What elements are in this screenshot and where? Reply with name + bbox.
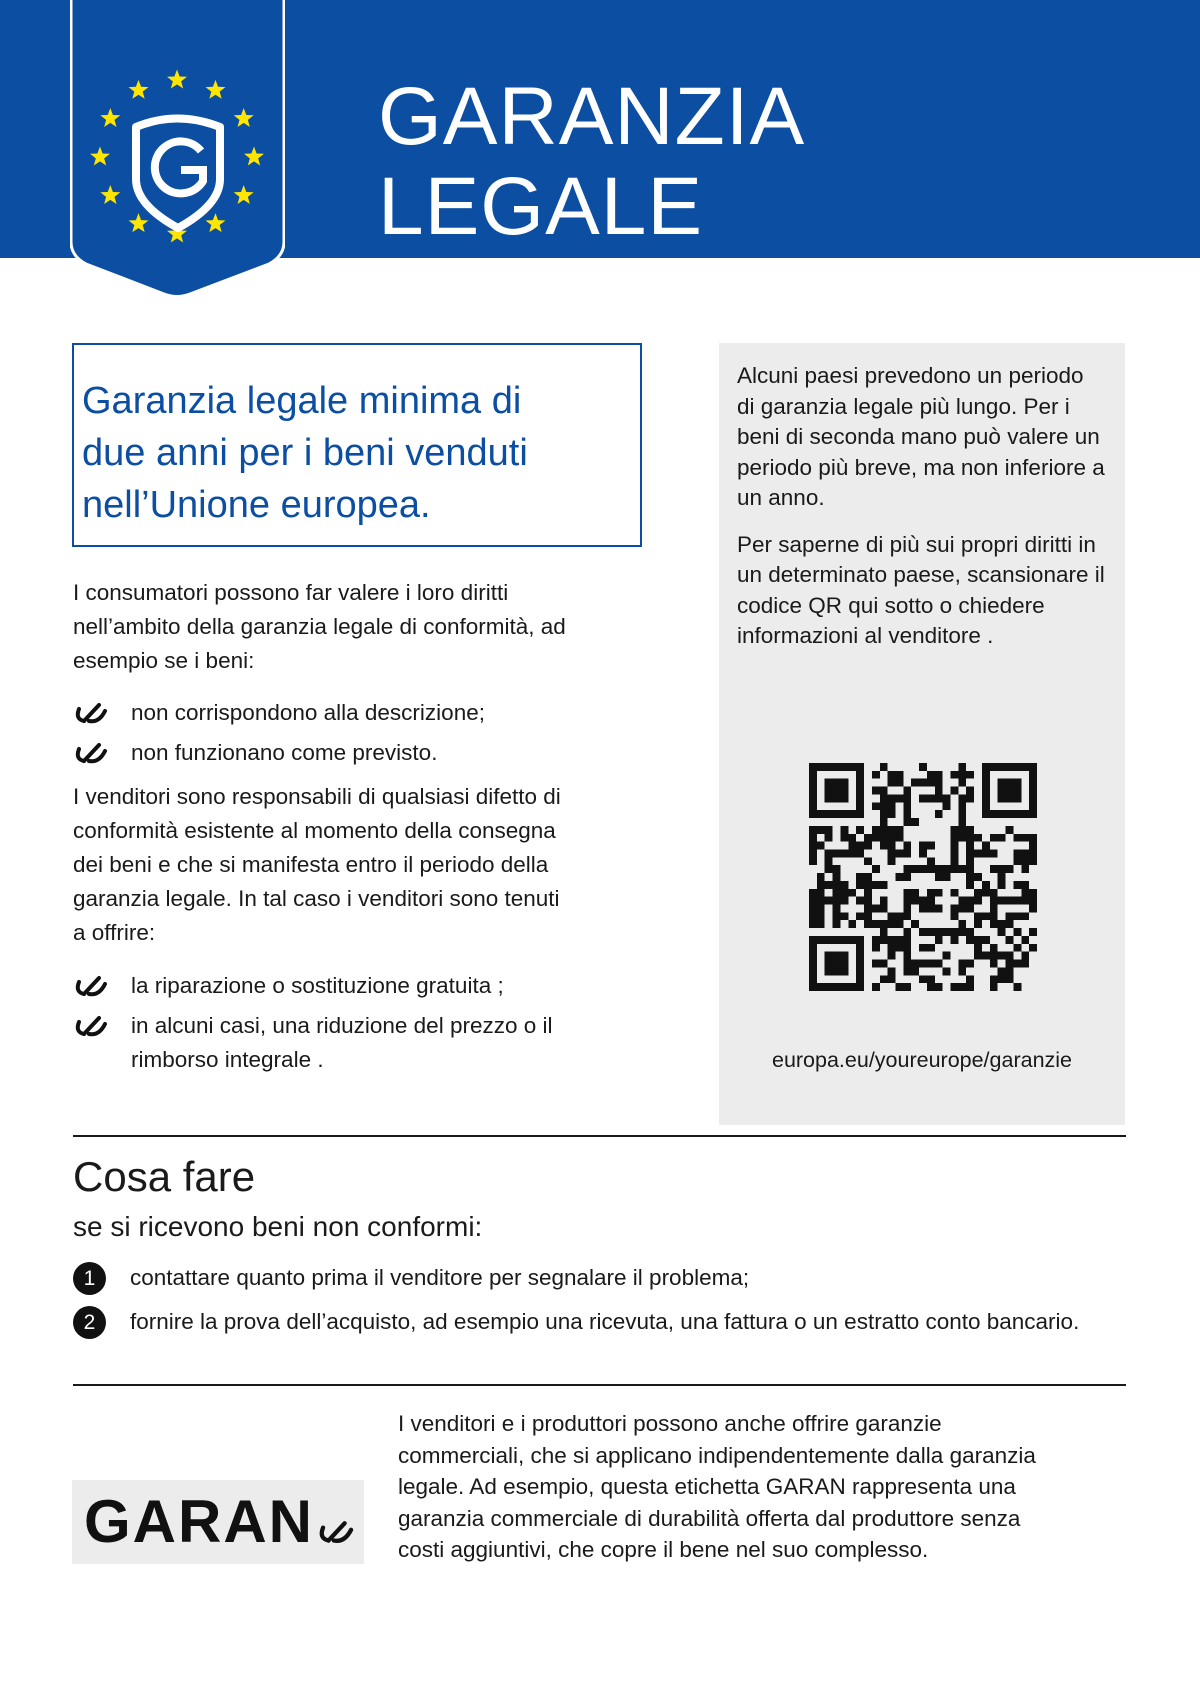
list-item — [73, 736, 633, 770]
longer-period-text: Alcuni paesi prevedono un periodo di garanzia legale più lungo. Per i beni di seconda mano può valere un periodo più breve, ma non inferiore a un anno. — [737, 363, 1105, 510]
condition-text: non corrispondono alla descrizione; — [131, 700, 485, 725]
divider-top — [73, 1135, 1126, 1137]
europa-link[interactable]: europa.eu/youreurope/garanzie — [771, 1048, 1073, 1072]
checkmark-icon — [73, 1014, 109, 1040]
section-title: Cosa fare — [73, 1153, 256, 1200]
title-line-2: LEGALE — [378, 161, 704, 252]
checkmark-icon — [73, 741, 109, 767]
steps-list — [73, 1262, 1080, 1350]
list-item — [73, 1262, 1073, 1293]
step-text: fornire la prova dell’acquisto, ad esempio una ricevuta, una fattura o un estratto conto bancario. — [130, 1309, 1080, 1334]
consumer-rights-intro: I consumatori possono far valere i loro diritti nell’ambito della garanzia legale di conformità, ad esempio se i beni: — [73, 580, 566, 673]
step-number-badge: 1 — [73, 1262, 106, 1295]
sellers-responsibility-text: I venditori sono responsabili di qualsiasi difetto di conformità esistente al momento della consegna dei beni e che si manifesta entro il periodo della garanzia legale. In tal caso i venditori sono tenuti a offrire: — [73, 784, 561, 945]
list-item — [73, 696, 633, 730]
commercial-warranty-text: I venditori e i produttori possono anche offrire garanzie commerciali, che si applicano indipendentemente dalla garanzia legale. Ad esempio, questa etichetta GARAN rappresenta una garanzia commerciale di durabilità offerta dal produttore senza costi aggiuntivi, che copre il bene nel suo complesso. — [398, 1411, 1036, 1562]
checkmark-icon — [73, 701, 109, 727]
checkmark-icon — [73, 974, 109, 1000]
list-item — [73, 1009, 601, 1077]
eu-emblem-icon — [70, 0, 285, 298]
conditions-list — [73, 696, 633, 776]
garan-label-text: GARAN — [84, 1488, 314, 1555]
learn-more-text: Per saperne di più sui propri diritti in un determinato paese, scansionare il codice QR qui sotto o chiedere informazioni al venditore . — [737, 531, 1105, 648]
checkmark-icon — [316, 1519, 356, 1547]
qr-code-icon[interactable] — [809, 763, 1037, 991]
list-item — [73, 1306, 1090, 1337]
highlight-line-1: Garanzia legale minima di — [82, 380, 522, 422]
minimum-warranty-box — [72, 343, 642, 547]
step-number-badge: 2 — [73, 1306, 106, 1339]
list-item — [73, 969, 633, 1003]
remedy-text: la riparazione o sostituzione gratuita ; — [131, 973, 504, 998]
section-subtitle: se si ricevono beni non conformi: — [73, 1211, 483, 1242]
title-line-1: GARANZIA — [378, 71, 806, 162]
page-title — [378, 72, 805, 252]
side-info-panel — [719, 343, 1125, 1125]
highlight-line-3: nell’Unione europea. — [82, 484, 431, 526]
garan-label — [72, 1480, 364, 1564]
step-text: contattare quanto prima il venditore per segnalare il problema; — [130, 1265, 750, 1290]
divider-bottom — [73, 1384, 1126, 1386]
condition-text: non funzionano come previsto. — [131, 740, 438, 765]
highlight-line-2: due anni per i beni venduti — [82, 432, 528, 474]
remedies-list — [73, 969, 633, 1083]
remedy-text: in alcuni casi, una riduzione del prezzo o il rimborso integrale . — [131, 1013, 553, 1072]
